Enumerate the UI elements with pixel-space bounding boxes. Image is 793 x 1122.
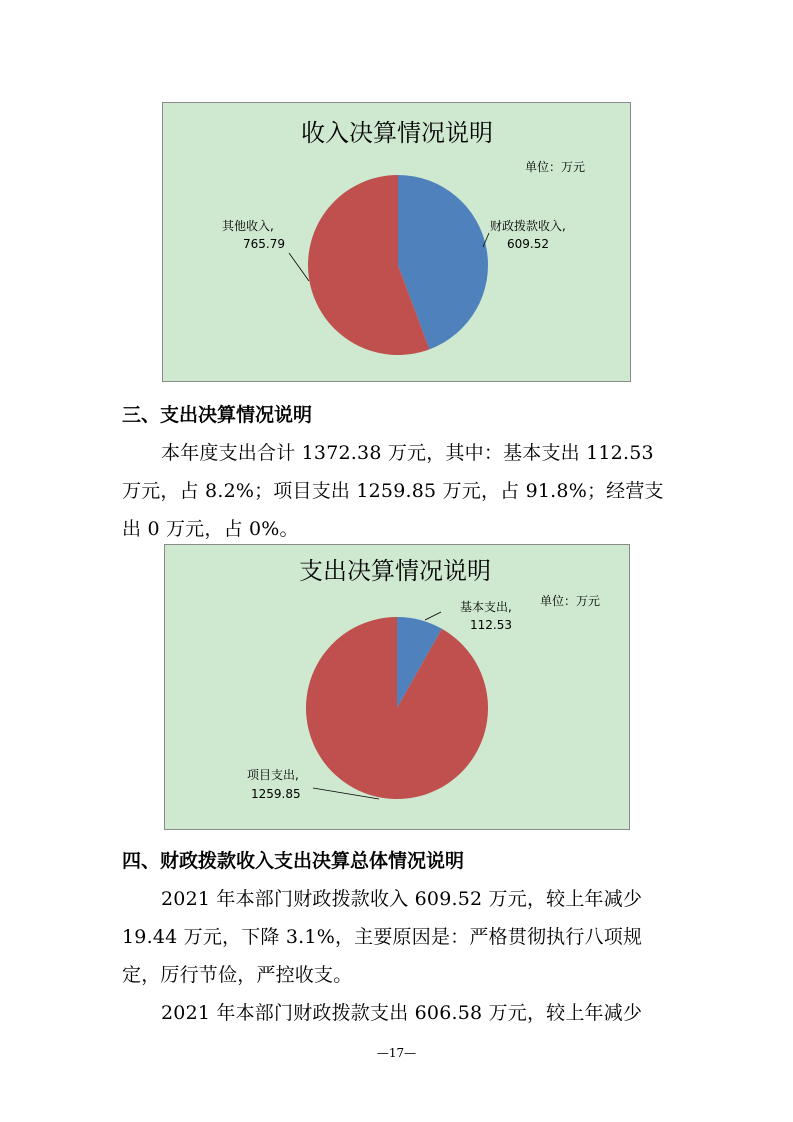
expense-label-basic-value: 112.53	[470, 618, 512, 632]
expense-chart	[164, 544, 630, 830]
expense-slice-1	[306, 617, 488, 799]
expense-chart-title: 支出决算情况说明	[299, 557, 491, 585]
expense-chart-svg	[165, 545, 631, 831]
income-label-fiscal-value: 609.52	[507, 237, 549, 251]
expense-leader-basic	[425, 612, 441, 620]
income-label-other-value: 765.79	[243, 237, 285, 251]
income-chart-title: 收入决算情况说明	[301, 119, 493, 147]
section4-heading: 四、财政拨款收入支出决算总体情况说明	[122, 850, 465, 872]
expense-label-project-name: 项目支出,	[247, 768, 299, 782]
expense-unit-label: 单位：万元	[540, 594, 601, 608]
page-number: —17—	[376, 1046, 417, 1060]
income-unit-label: 单位：万元	[525, 160, 586, 174]
section4-line-2: 19.44 万元，下降 3.1%，主要原因是：严格贯彻执行八项规	[122, 926, 643, 948]
section4-line-4: 2021 年本部门财政拨款支出 606.58 万元，较上年减少	[161, 1002, 643, 1024]
expense-label-project-value: 1259.85	[251, 787, 301, 801]
section4-line-1: 2021 年本部门财政拨款收入 609.52 万元，较上年减少	[161, 888, 643, 910]
income-pie	[308, 175, 488, 355]
income-label-fiscal-name: 财政拨款收入,	[490, 219, 566, 233]
income-leader-other	[289, 253, 309, 281]
expense-pie	[306, 617, 488, 799]
income-chart	[162, 102, 631, 382]
section3-line-2: 万元，占 8.2%；项目支出 1259.85 万元，占 91.8%；经营支	[122, 480, 664, 502]
income-chart-svg	[163, 103, 632, 383]
section3-line-1: 本年度支出合计 1372.38 万元，其中：基本支出 112.53	[161, 442, 654, 464]
section3-line-3: 出 0 万元，占 0%。	[122, 518, 299, 540]
section4-line-3: 定，厉行节俭，严控收支。	[122, 964, 353, 986]
expense-label-basic-name: 基本支出,	[460, 600, 512, 614]
section3-heading: 三、支出决算情况说明	[122, 404, 313, 426]
income-label-other-name: 其他收入,	[222, 219, 274, 233]
